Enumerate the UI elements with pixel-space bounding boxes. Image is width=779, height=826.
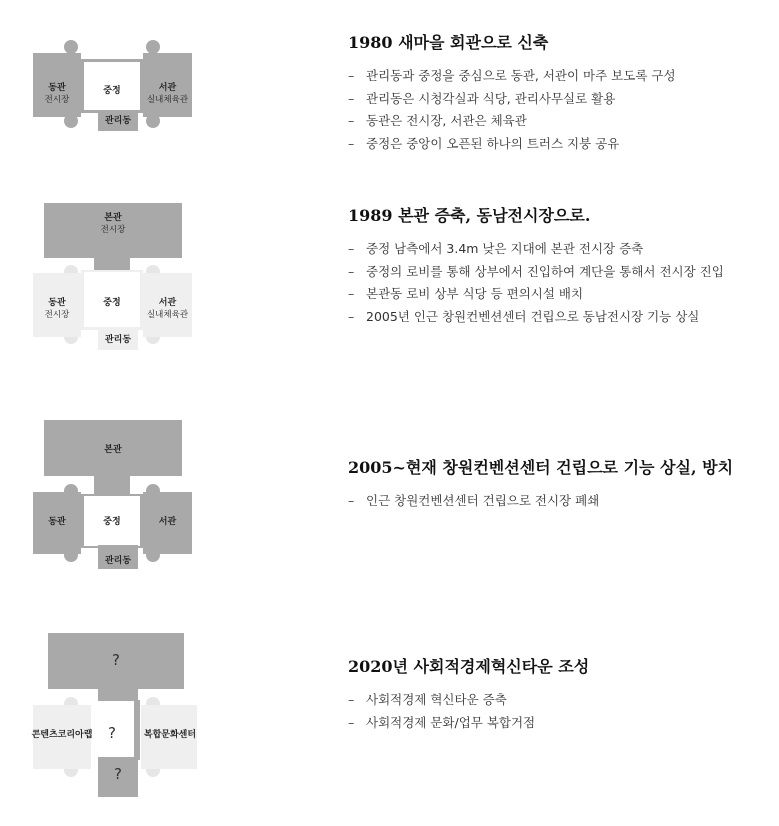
bullet-item: – 사회적경제 혁신타운 증축 bbox=[348, 689, 768, 712]
main-building-label: 본관 전시장 bbox=[100, 213, 126, 235]
section-1980 bbox=[348, 30, 768, 155]
bullet-list bbox=[348, 238, 768, 328]
bullet-item: – 중정은 중앙이 오픈된 하나의 트러스 지붕 공유 bbox=[348, 133, 768, 156]
right-building-label: 복합문화센터 bbox=[143, 730, 197, 740]
top-connector bbox=[98, 687, 138, 701]
section-title: 2020년 사회적경제혁신타운 조성 bbox=[348, 657, 590, 676]
courtyard-label: 중정 bbox=[103, 517, 121, 527]
admin-label: 관리동 bbox=[104, 116, 132, 126]
west-wing-label: 서관 실내체육관 bbox=[146, 83, 189, 105]
column-dot bbox=[64, 40, 78, 54]
bullet-item: – 사회적경제 문화/업무 복합거점 bbox=[348, 712, 768, 735]
east-wing-label: 동관 bbox=[48, 517, 66, 527]
bullet-item: – 인근 창원컨벤션센터 건립으로 전시장 폐쇄 bbox=[348, 490, 768, 513]
main-connector bbox=[94, 474, 130, 496]
bullet-item: – 본관동 로비 상부 식당 등 편의시설 배치 bbox=[348, 283, 768, 306]
courtyard-label: 중정 bbox=[103, 86, 121, 96]
main-connector bbox=[94, 256, 130, 270]
section-title: 1980 새마을 회관으로 신축 bbox=[348, 33, 549, 52]
center-court-label: ? bbox=[108, 724, 116, 742]
section-title: 1989 본관 증축, 동남전시장으로. bbox=[348, 206, 591, 225]
section-1989 bbox=[348, 203, 768, 328]
left-building-label: 콘텐츠코리아랩 bbox=[31, 730, 93, 740]
admin-label: 관리동 bbox=[104, 556, 132, 566]
bullet-list bbox=[348, 689, 768, 734]
bottom-building-label: ? bbox=[114, 765, 122, 783]
courtyard-label: 중정 bbox=[103, 298, 121, 308]
section-2005 bbox=[348, 455, 768, 513]
bullet-list bbox=[348, 490, 768, 513]
east-wing-label: 동관 전시장 bbox=[44, 83, 70, 105]
column-dot bbox=[146, 40, 160, 54]
east-wing-label: 동관 전시장 bbox=[44, 298, 70, 320]
admin-label: 관리동 bbox=[104, 335, 132, 345]
bullet-item: – 2005년 인근 창원컨벤션센터 건립으로 동남전시장 기능 상실 bbox=[348, 306, 768, 329]
bullet-item: – 동관은 전시장, 서관은 체육관 bbox=[348, 110, 768, 133]
bullet-item: – 중정 남측에서 3.4m 낮은 지대에 본관 전시장 증축 bbox=[348, 238, 768, 261]
section-2020 bbox=[348, 654, 768, 734]
bullet-item: – 관리동과 중정을 중심으로 동관, 서관이 마주 보도록 구성 bbox=[348, 65, 768, 88]
bullet-list bbox=[348, 65, 768, 155]
west-wing-label: 서관 실내체육관 bbox=[146, 298, 189, 320]
bullet-item: – 중정의 로비를 통해 상부에서 진입하여 계단을 통해서 전시장 진입 bbox=[348, 261, 768, 284]
main-building-label: 본관 bbox=[104, 445, 122, 455]
top-building-label: ? bbox=[112, 651, 120, 669]
west-wing-label: 서관 bbox=[158, 517, 177, 527]
section-title: 2005~현재 창원컨벤션센터 건립으로 기능 상실, 방치 bbox=[348, 458, 734, 477]
bullet-item: – 관리동은 시청각실과 식당, 관리사무실로 활용 bbox=[348, 88, 768, 111]
